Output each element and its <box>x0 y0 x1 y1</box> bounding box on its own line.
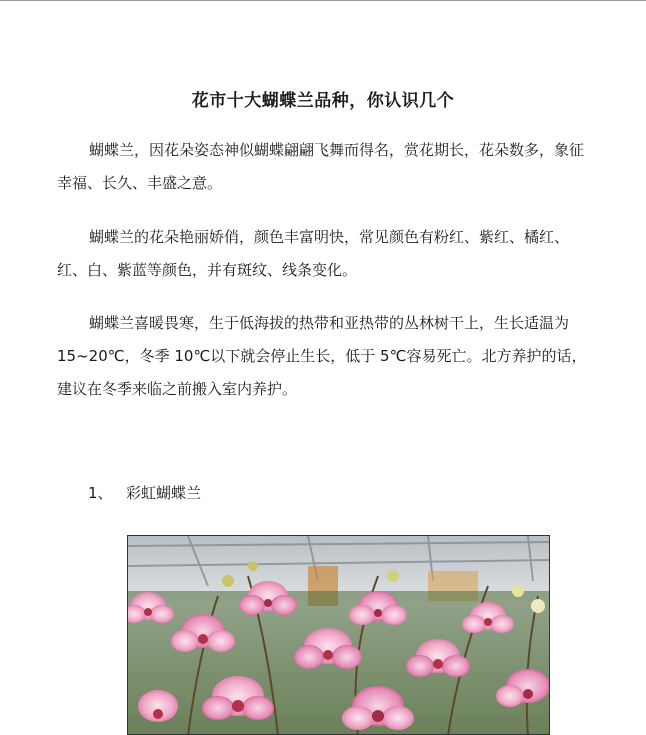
paragraph-colors: 蝴蝶兰的花朵艳丽娇俏，颜色丰富明快，常见颜色有粉红、紫红、橘红、红、白、紫蓝等颜色，并有斑纹、线条变化。 <box>57 228 570 279</box>
orchid-photo <box>127 535 550 735</box>
page-top-border <box>0 0 646 1</box>
list-item-rainbow-orchid <box>88 480 201 506</box>
paragraph-intro: 蝴蝶兰，因花朵姿态神似蝴蝶翩翩飞舞而得名，赏花期长，花朵数多，象征幸福、长久、丰盛之意。 <box>57 141 585 192</box>
orchid-photo-illustration <box>128 536 550 735</box>
paragraph-care: 蝴蝶兰喜暖畏寒，生于低海拔的热带和亚热带的丛林树干上，生长适温为 15~20℃，冬季 10℃以下就会停止生长，低于 5℃容易死亡。北方养护的话，建议在冬季来临之前搬入室内养护。 <box>57 314 587 398</box>
list-number: 1、 <box>88 484 113 502</box>
article-title: 花市十大蝴蝶兰品种，你认识几个 <box>191 91 455 111</box>
list-label: 彩虹蝴蝶兰 <box>126 484 202 502</box>
